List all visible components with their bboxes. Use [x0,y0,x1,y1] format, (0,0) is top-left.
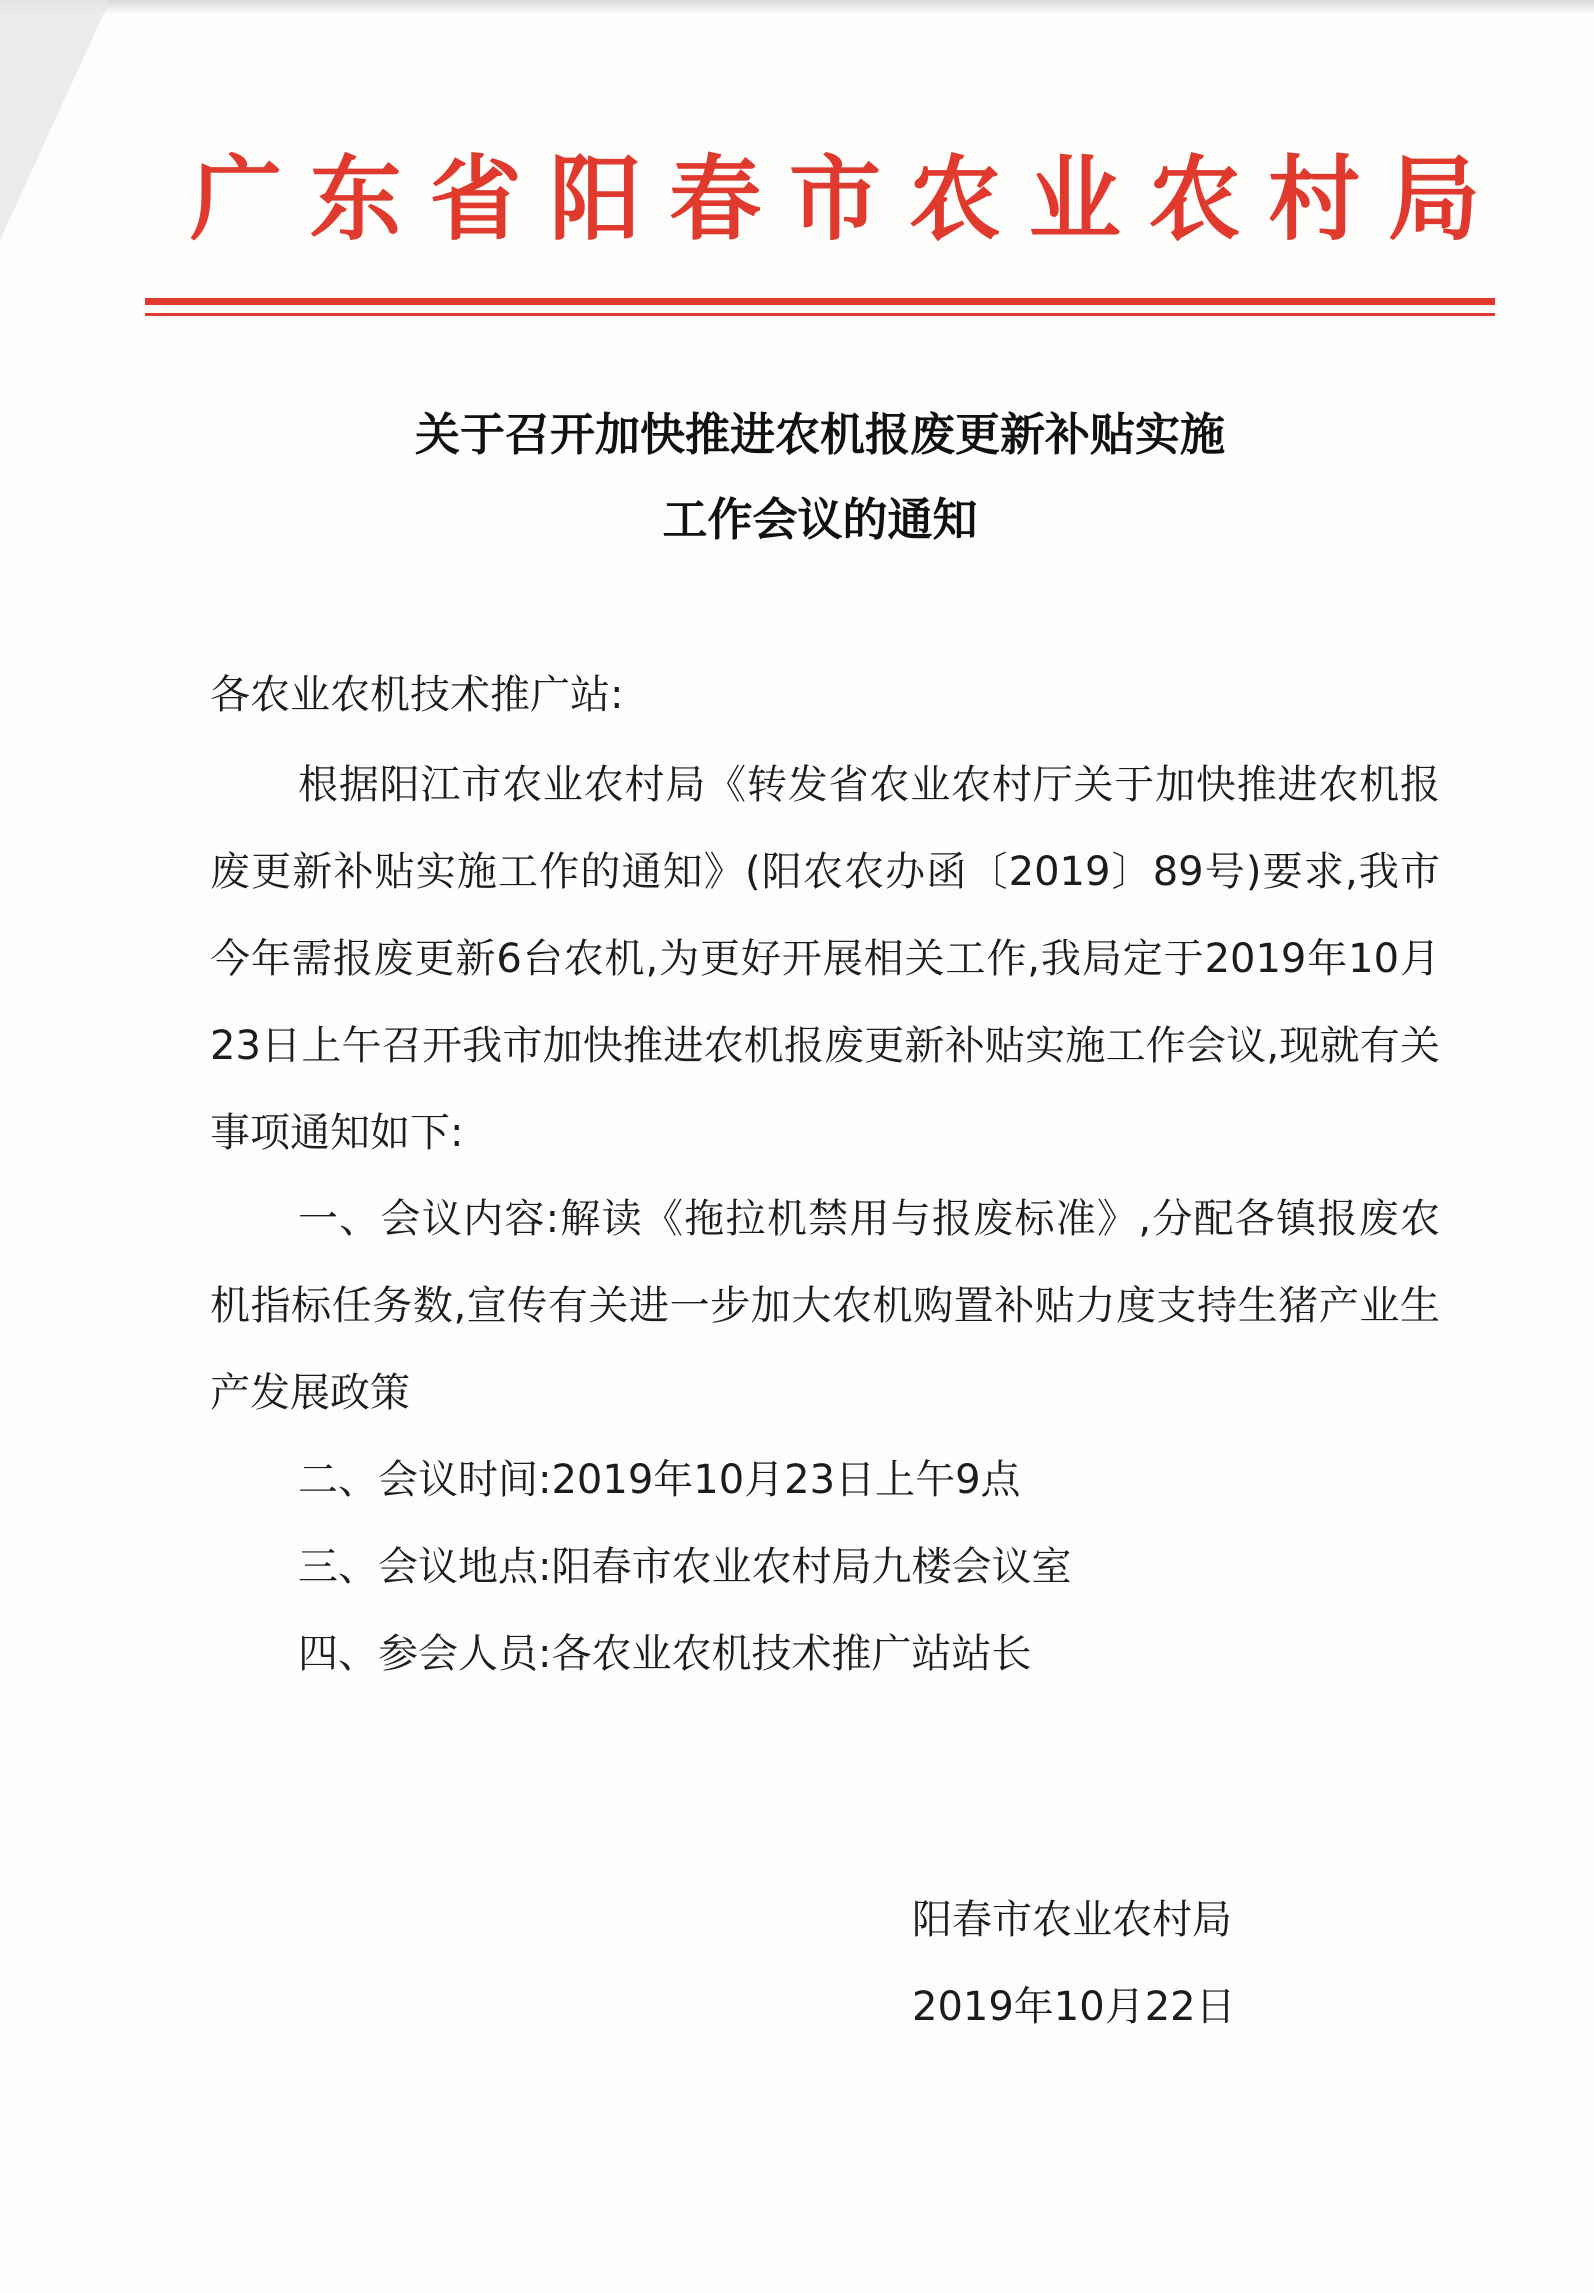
signature-date: 2019年10月22日 [912,1984,1236,2030]
item-meeting-location: 三、会议地点:阳春市农业农村局九楼会议室 [298,1544,1072,1590]
scan-shadow-corner [0,0,110,240]
item-attendees: 四、参会人员:各农业农机技术推广站站长 [298,1631,1032,1677]
agency-header: 广东省阳春市农业农村局 [190,146,1480,253]
notice-title-line1: 关于召开加快推进农机报废更新补贴实施 [414,408,1225,461]
signature-organization: 阳春市农业农村局 [912,1897,1232,1943]
paragraph-intro: 根据阳江市农业农村局《转发省农业农村厅关于加快推进农机报废更新补贴实施工作的通知》(阳农农办函〔2019〕89号)要求,我市今年需报废更新6台农机,为更好开展相关工作,我局定于2019年10月23日上午召开我市加快推进农机报废更新补贴实施工作会议,现就有关事项通知如下: [210,762,1440,1156]
salutation: 各农业农机技术推广站: [210,672,624,718]
notice-title-line2: 工作会议的通知 [662,493,978,546]
scan-shadow-top [0,0,1594,14]
item-meeting-time: 二、会议时间:2019年10月23日上午9点 [298,1457,1021,1503]
header-rule-thin [145,313,1495,316]
header-rule-thick [145,298,1495,305]
item-meeting-content: 一、会议内容:解读《拖拉机禁用与报废标准》,分配各镇报废农机指标任务数,宣传有关进一步加大农机购置补贴力度支持生猪产业生产发展政策 [210,1196,1440,1416]
